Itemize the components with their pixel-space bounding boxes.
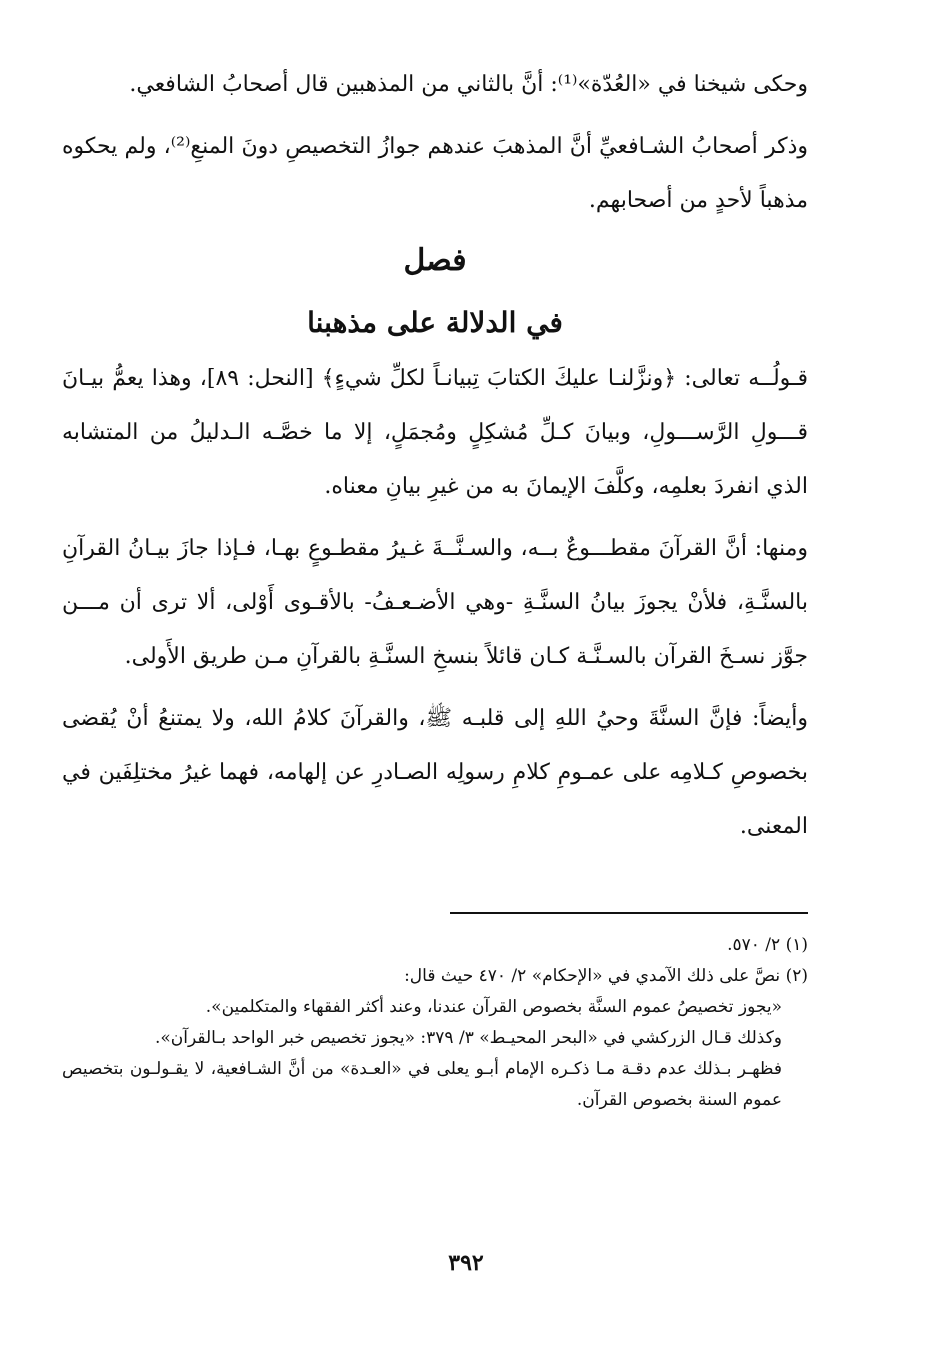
paragraph-sunnah-certainty: ومنها: أنَّ القرآنَ مقطـــوعٌ بــه، والسـنَّــةَ غـيرُ مقطـوعٍ بهـا، فـإذا جازَ بيـانُ القرآنِ بالسنَّـةِ، فلأنْ يجوزَ بيانُ السنَّـةِ -وهي الأضـعـفُ- بالأقـوى أَوْلى، ألا ترى أن مـــن جوَّز نسـخَ القرآن بالسـنَّـة كـان قائلاً بنسخِ السنَّـةِ بالقرآنِ مـن طريق الأَولى. [62, 536, 808, 669]
main-text-block [62, 352, 808, 854]
footnote-2-zarkashi: وكذلك قـال الزركشي في «البحر المحيـط» ٣/ ٣٧٩: «يجوز تخصيص خبر الواحد بـالقرآن». [154, 1028, 782, 1048]
paragraph-quran-verse: قـولُــه تعالى: ﴿ونزَّلنـا عليكَ الكتابَ تِبيانـاً لكلِّ شيءٍ﴾ [النحل: ٨٩]، وهذا يعمُّ بيـانَ قـــولِ الرَّســـولِ، وبيانَ كـلِّ مُشكِلٍ ومُجمَلٍ، إلا ما خصَّـه الـدليلُ من المتشابه الذي انفردَ بعلمِه، وكلَّفَ الإيمانَ به من غيرِ بيانِ معناه. [62, 366, 808, 499]
opening-text-block [62, 58, 808, 228]
footnote-2: (٢) نصَّ على ذلك الآمدي في «الإحكام» ٢/ ٤٧٠ حيث قال: [404, 966, 808, 986]
section-heading: فصل [403, 243, 467, 278]
paragraph-revelation: وأيضاً: فإنَّ السنَّةَ وحيُ اللهِ إلى قلبـه ﷺ، والقرآنَ كلامُ الله، ولا يمتنعُ أنْ يُقضى بخصوصِ كـلامِه على عمـومِ كلامِ رسولِه الصـادرِ عن إلهامه، فهما غيرُ مختلِفَين في المعنى. [62, 706, 808, 839]
section-subheading: في الدلالة على مذهبنا [307, 306, 563, 339]
footnotes-block [62, 930, 808, 1116]
footnote-2-quote: «يجوز تخصيصُ عموم السنَّة بخصوص القرآن عندنا، وعند أكثر الفقهاء والمتكلمين». [205, 997, 782, 1017]
paragraph-shafii-companions: وذكر أصحابُ الشـافعيِّ أنَّ المذهبَ عندهم جوازُ التخصيصِ دونَ المنعِ⁽²⁾، ولم يحكوه مذهباً لأحدٍ من أصحابهم. [62, 134, 808, 213]
footnote-1: (١) ٢/ ٥٧٠. [727, 935, 808, 955]
footnote-separator [450, 912, 808, 914]
footnote-2-conclusion: فظهـر بـذلك عدم دقـة مـا ذكـره الإمام أبـو يعلى في «العـدة» من أنَّ الشـافعية، لا يقـولـون بتخصيص عموم السنة بخصوص القرآن. [62, 1059, 782, 1110]
paragraph-shaykh-uddah: وحكى شيخنا في «العُدّة»⁽¹⁾: أنَّ بالثاني من المذهبين قال أصحابُ الشافعي. [129, 72, 808, 97]
page-number: ٣٩٢ [448, 1250, 484, 1276]
